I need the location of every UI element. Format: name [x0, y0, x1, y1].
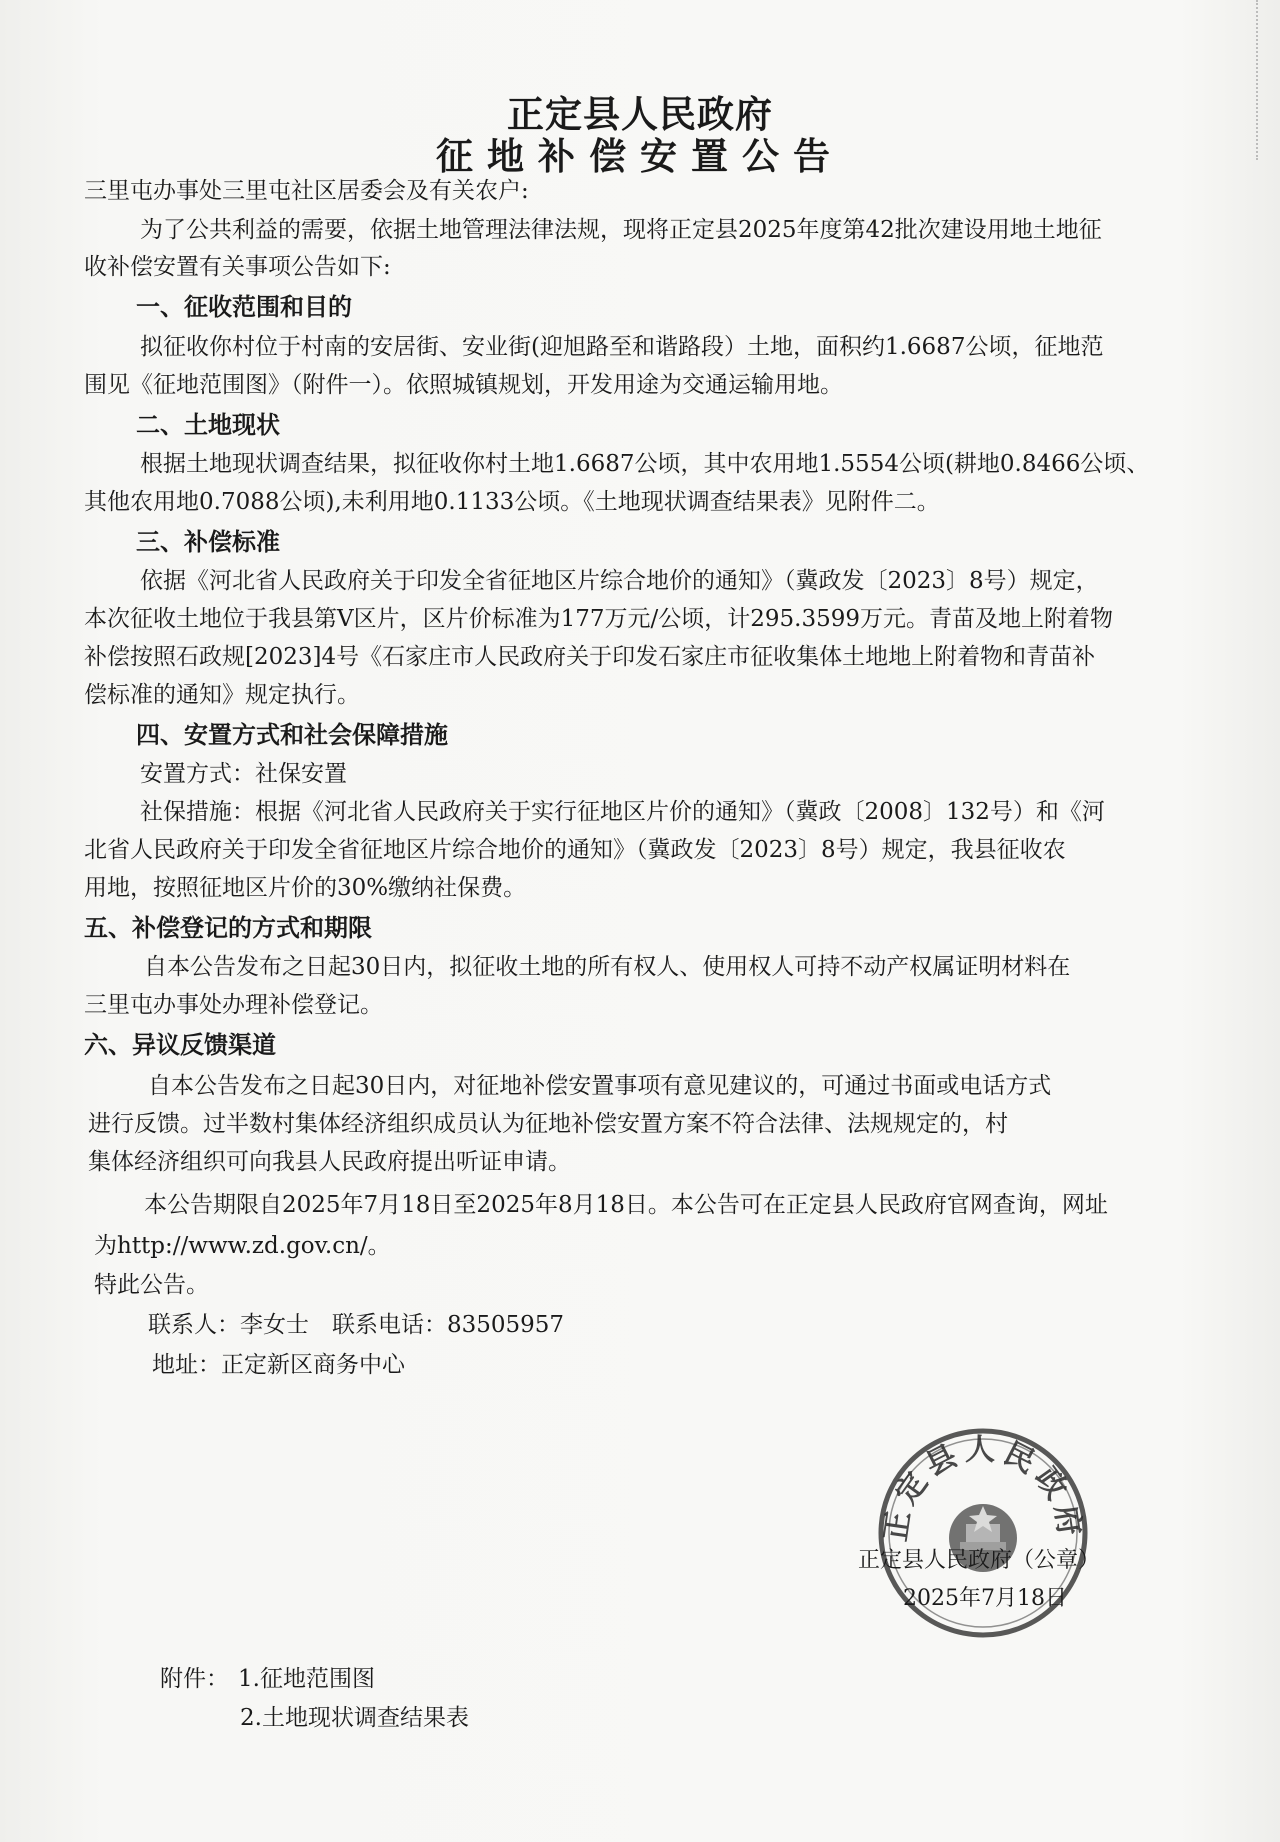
- section-5-line-2: 三里屯办事处办理补偿登记。: [84, 992, 383, 1018]
- section-heading-3: 三、补偿标准: [136, 528, 280, 556]
- attachment-item-2: 2.土地现状调查结果表: [240, 1705, 469, 1731]
- issuer-title: 正定县人民政府: [507, 93, 773, 136]
- signature-org: 正定县人民政府（公章）: [858, 1548, 1101, 1573]
- section-6-line-2: 进行反馈。过半数村集体经济组织成员认为征地补偿安置方案不符合法律、法规规定的，村: [88, 1111, 1008, 1137]
- section-6-line-3: 集体经济组织可向我县人民政府提出听证申请。: [88, 1149, 571, 1175]
- section-3-line-3: 补偿按照石政规[2023]4号《石家庄市人民政府关于印发石家庄市征收集体土地地上附着物和青苗补: [84, 644, 1096, 670]
- section-4-line-1: 安置方式：社保安置: [140, 761, 347, 787]
- section-1-line-1: 拟征收你村位于村南的安居街、安业街(迎旭路至和谐路段）土地，面积约1.6687公顷，征地范: [140, 334, 1104, 360]
- section-4-line-2: 社保措施：根据《河北省人民政府关于实行征地区片价的通知》（冀政〔2008〕132号）和《河: [140, 799, 1105, 825]
- notice-title: 征地补偿安置公告: [436, 135, 844, 178]
- section-2-line-1: 根据土地现状调查结果，拟征收你村土地1.6687公顷，其中农用地1.5554公顷(耕地0.8466公顷、: [140, 451, 1150, 477]
- section-3-line-2: 本次征收土地位于我县第Ⅴ区片，区片价标准为177万元/公顷，计295.3599万元。青苗及地上附着物: [84, 606, 1114, 632]
- section-4-line-4: 用地，按照征地区片价的30%缴纳社保费。: [84, 875, 527, 901]
- section-heading-5: 五、补偿登记的方式和期限: [84, 914, 372, 942]
- section-heading-6: 六、异议反馈渠道: [84, 1031, 276, 1059]
- section-heading-4: 四、安置方式和社会保障措施: [136, 721, 448, 749]
- period-line-1: 本公告期限自2025年7月18日至2025年8月18日。本公告可在正定县人民政府官网查询，网址: [144, 1192, 1108, 1218]
- intro-line-1: 为了公共利益的需要，依据土地管理法律法规，现将正定县2025年度第42批次建设用地土地征: [140, 217, 1102, 243]
- section-heading-1: 一、征收范围和目的: [136, 293, 352, 321]
- intro-line-2: 收补偿安置有关事项公告如下:: [84, 254, 391, 280]
- section-3-line-4: 偿标准的通知》规定执行。: [84, 682, 360, 708]
- section-1-line-2: 围见《征地范围图》（附件一）。依照城镇规划，开发用途为交通运输用地。: [84, 372, 843, 398]
- contact-person: 联系人：李女士 联系电话：83505957: [148, 1312, 565, 1338]
- attachments-label: 附件：: [160, 1666, 229, 1692]
- signature-date: 2025年7月18日: [903, 1586, 1067, 1611]
- section-4-line-3: 北省人民政府关于印发全省征地区片综合地价的通知》（冀政发〔2023〕8号）规定，我县征收农: [84, 837, 1066, 863]
- section-2-line-2: 其他农用地0.7088公顷),未利用地0.1133公顷。《土地现状调查结果表》见附件二。: [84, 489, 940, 515]
- period-line-2: 为http://www.zd.gov.cn/。: [94, 1233, 391, 1259]
- section-heading-2: 二、土地现状: [136, 411, 280, 439]
- official-seal-stamp: [868, 1418, 1098, 1648]
- closing-text: 特此公告。: [94, 1272, 209, 1298]
- salutation: 三里屯办事处三里屯社区居委会及有关农户:: [84, 178, 529, 204]
- section-6-line-1: 自本公告发布之日起30日内，对征地补偿安置事项有意见建议的，可通过书面或电话方式: [148, 1073, 1052, 1099]
- section-3-line-1: 依据《河北省人民政府关于印发全省征地区片综合地价的通知》（冀政发〔2023〕8号）规定，: [140, 568, 1099, 594]
- seal-text: 正定县人民政府: [878, 1432, 1088, 1544]
- contact-address: 地址：正定新区商务中心: [152, 1352, 405, 1378]
- section-5-line-1: 自本公告发布之日起30日内，拟征收土地的所有权人、使用权人可持不动产权属证明材料在: [144, 954, 1071, 980]
- attachment-item-1: 1.征地范围图: [238, 1666, 375, 1692]
